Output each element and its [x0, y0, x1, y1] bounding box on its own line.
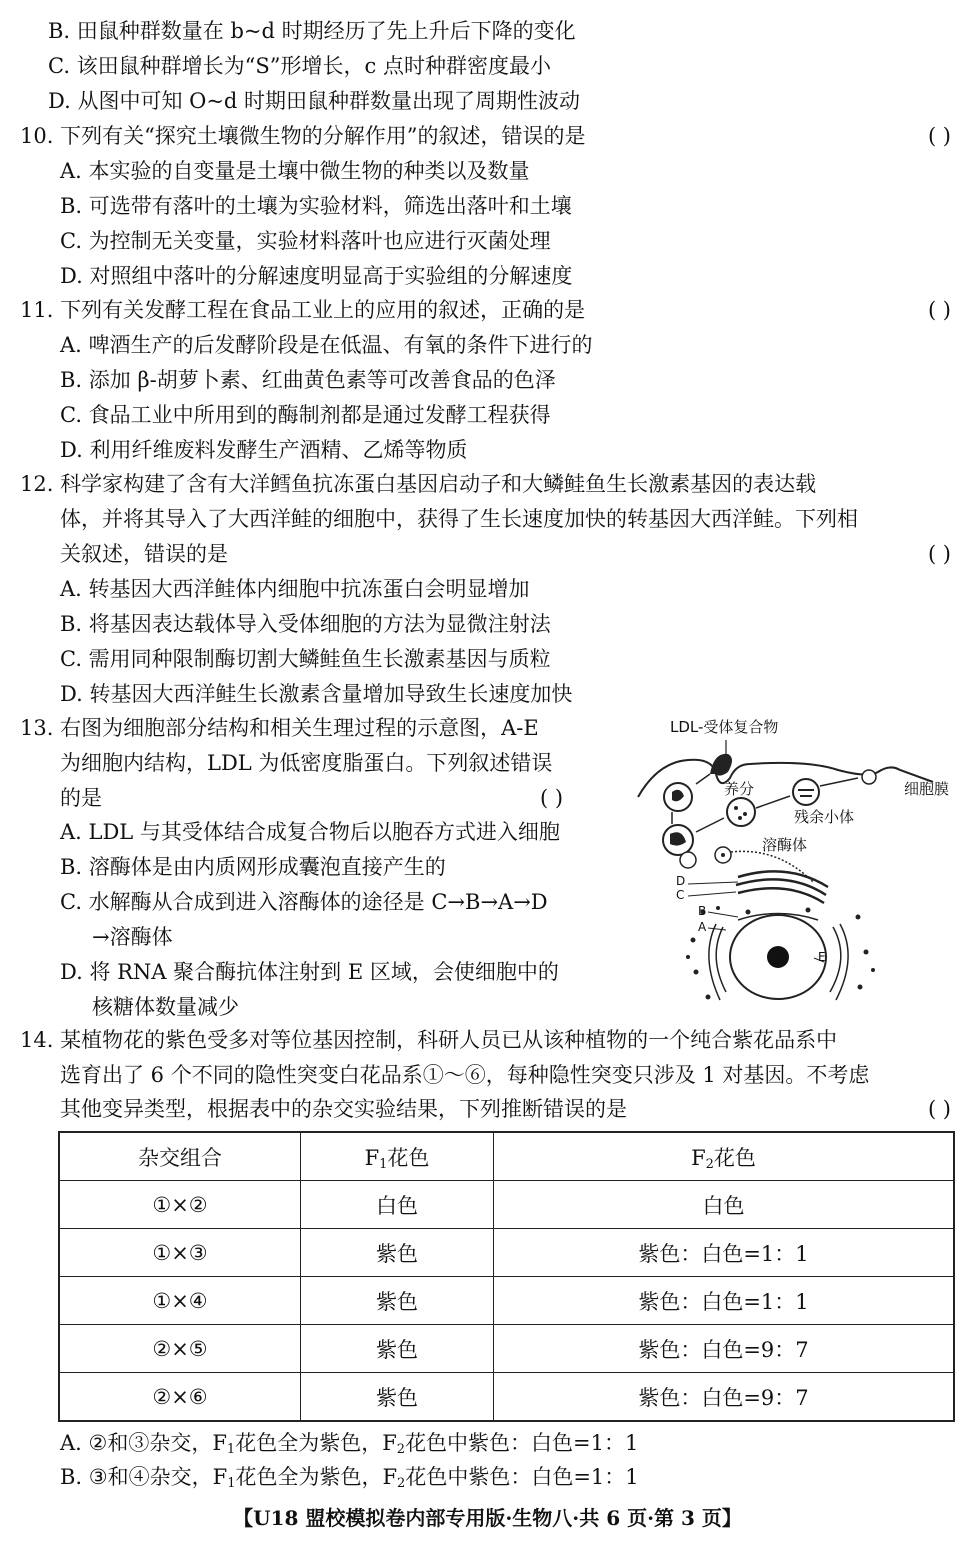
table-row: ①×④ 紫色 紫色：白色=1：1 [59, 1277, 954, 1325]
golgi-apparatus [736, 871, 828, 903]
q14-option-b: B. ③和④杂交，$F_1$花色全为紫色，$F_2$花色中紫色：白色=1：1 [60, 1465, 639, 1491]
q11-answer-blank: ( ) [927, 298, 951, 322]
cell-diagram-svg [628, 712, 968, 1012]
label-e: E [818, 950, 826, 964]
q13-stem-line-3: 的是 [60, 786, 102, 810]
q10-option-c: C. 为控制无关变量，实验材料落叶也应进行灭菌处理 [60, 229, 551, 253]
q11-option-a: A. 啤酒生产的后发酵阶段是在低温、有氧的条件下进行的 [60, 333, 593, 357]
table-row: ②×⑥ 紫色 紫色：白色=9：7 [59, 1373, 954, 1422]
q12-stem-line-3: 关叙述，错误的是 [60, 542, 228, 566]
q10-answer-blank: ( ) [927, 124, 951, 148]
q9-option-c: C. 该田鼠种群增长为“S”形增长，c 点时种群密度最小 [48, 54, 551, 78]
ldl-complex-label: LDL-受体复合物 [670, 718, 779, 736]
q10-stem: 10. 下列有关“探究土壤微生物的分解作用”的叙述，错误的是 [20, 124, 586, 148]
nutrient-label: 养分 [724, 780, 755, 798]
q12-option-b: B. 将基因表达载体导入受体细胞的方法为显微注射法 [60, 612, 551, 636]
q12-option-c: C. 需用同种限制酶切割大鳞鲑鱼生长激素基因与质粒 [60, 647, 551, 671]
q14-stem-line-3: 其他变异类型，根据表中的杂交实验结果，下列推断错误的是 [60, 1097, 627, 1121]
q13-option-a: A. LDL 与其受体结合成复合物后以胞吞方式进入细胞 [60, 820, 560, 844]
label-b: B [698, 904, 707, 918]
q10-option-b: B. 可选带有落叶的土壤为实验材料，筛选出落叶和土壤 [60, 194, 572, 218]
q13-option-c-cont: →溶酶体 [92, 925, 173, 949]
lysosome-label: 溶酶体 [762, 836, 808, 854]
cell-structure-diagram [628, 712, 968, 1012]
header-f2: $F_2$花色 [494, 1132, 955, 1181]
q14-stem-line-2: 选育出了 6 个不同的隐性突变白花品系①～⑥，每种隐性突变只涉及 1 对基因。不考虑 [60, 1063, 870, 1087]
page-footer: 【U18 盟校模拟卷内部专用版·生物八·共 6 页·第 3 页】 [233, 1506, 742, 1530]
q11-option-d: D. 利用纤维废料发酵生产酒精、乙烯等物质 [60, 438, 468, 462]
header-f1: $F_1$花色 [301, 1132, 494, 1181]
residual-body [793, 779, 819, 805]
nucleolus [767, 946, 789, 968]
q13-option-c: C. 水解酶从合成到进入溶酶体的途径是 C→B→A→D [60, 890, 548, 914]
q14-stem-line-1: 14. 某植物花的紫色受多对等位基因控制，科研人员已从该种植物的一个纯合紫花品系中 [20, 1028, 838, 1052]
table-row: ①×③ 紫色 紫色：白色=1：1 [59, 1229, 954, 1277]
q13-option-d-cont: 核糖体数量减少 [92, 995, 239, 1019]
q12-option-d: D. 转基因大西洋鲑生长激素含量增加导致生长速度加快 [60, 682, 573, 706]
q11-option-b: B. 添加 β-胡萝卜素、红曲黄色素等可改善食品的色泽 [60, 368, 556, 392]
table-header-row [59, 1132, 954, 1181]
q10-option-a: A. 本实验的自变量是土壤中微生物的种类以及数量 [60, 159, 530, 183]
table-row: ②×⑤ 紫色 紫色：白色=9：7 [59, 1325, 954, 1373]
residual-body-label: 残余小体 [794, 808, 855, 826]
q11-stem: 11. 下列有关发酵工程在食品工业上的应用的叙述，正确的是 [20, 298, 586, 322]
ldl-receptor-complex [710, 754, 732, 776]
label-a: A [698, 920, 707, 934]
q14-option-a: A. ②和③杂交，$F_1$花色全为紫色，$F_2$花色中紫色：白色=1：1 [60, 1431, 639, 1457]
q12-answer-blank: ( ) [927, 542, 951, 566]
q9-option-d: D. 从图中可知 O~d 时期田鼠种群数量出现了周期性波动 [48, 89, 581, 113]
q13-stem-line-1: 13. 右图为细胞部分结构和相关生理过程的示意图，A-E [20, 716, 539, 740]
label-d: D [676, 874, 686, 888]
q12-stem-line-1: 12. 科学家构建了含有大洋鳕鱼抗冻蛋白基因启动子和大鳞鲑鱼生长激素基因的表达载 [20, 472, 817, 496]
q13-stem-line-2: 为细胞内结构，LDL 为低密度脂蛋白。下列叙述错误 [60, 751, 553, 775]
label-c: C [676, 888, 685, 902]
q12-stem-line-2: 体，并将其导入了大西洋鲑的细胞中，获得了生长速度加快的转基因大西洋鲑。下列相 [60, 507, 858, 531]
cell-membrane-label: 细胞膜 [904, 780, 950, 798]
q12-option-a: A. 转基因大西洋鲑体内细胞中抗冻蛋白会明显增加 [60, 577, 530, 601]
table-row: ①×② 白色 白色 [59, 1181, 954, 1229]
cross-results-table [58, 1131, 955, 1422]
q10-option-d: D. 对照组中落叶的分解速度明显高于实验组的分解速度 [60, 264, 573, 288]
q13-option-d: D. 将 RNA 聚合酶抗体注射到 E 区域，会使细胞中的 [60, 960, 559, 984]
q14-answer-blank: ( ) [927, 1097, 951, 1121]
header-cross: 杂交组合 [59, 1132, 301, 1181]
lysosome-digesting [727, 798, 755, 826]
q11-option-c: C. 食品工业中所用到的酶制剂都是通过发酵工程获得 [60, 403, 551, 427]
q13-option-b: B. 溶酶体是由内质网形成囊泡直接产生的 [60, 855, 446, 879]
q9-option-b: B. 田鼠种群数量在 b~d 时期经历了先上升后下降的变化 [48, 19, 576, 43]
q13-answer-blank: ( ) [540, 786, 564, 810]
